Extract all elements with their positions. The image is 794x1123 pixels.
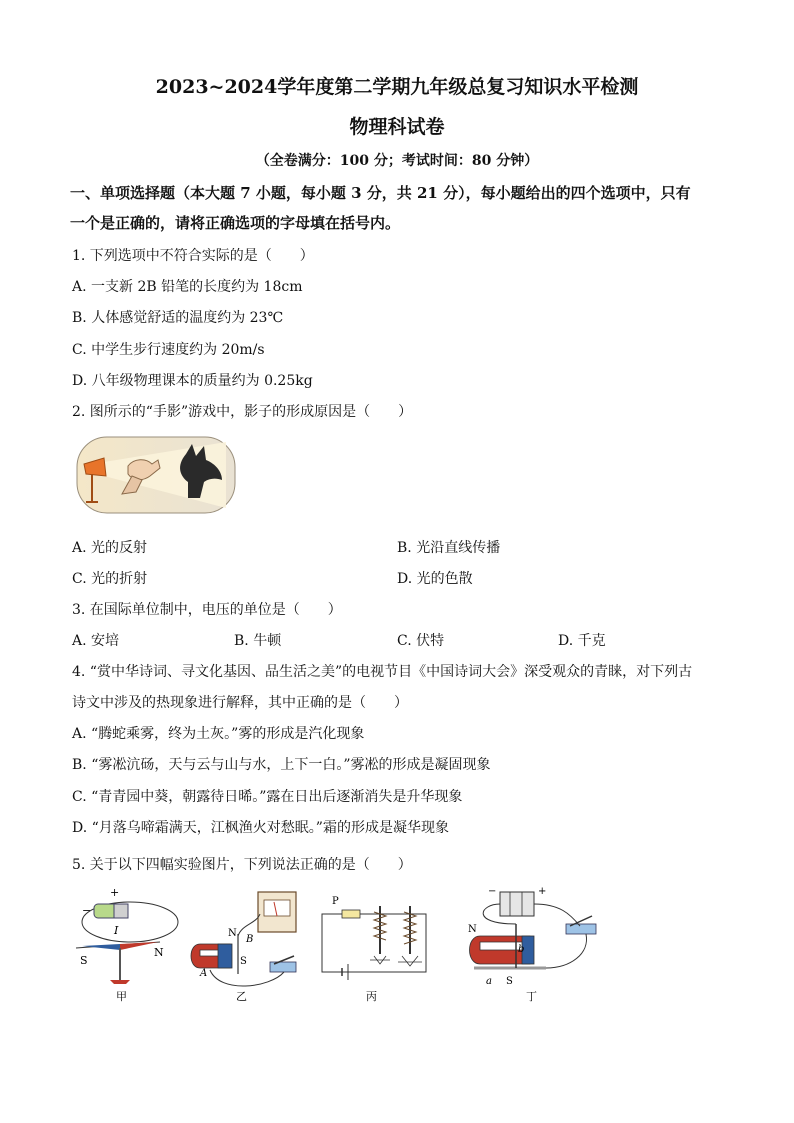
q4-option-a: A. “腾蛇乘雾，终为土灰。”雾的形成是汽化现象 xyxy=(72,726,365,742)
label-current: I xyxy=(114,924,119,937)
question-2-stem: 2. 图所示的“手影”游戏中，影子的形成原因是（ ） xyxy=(72,404,413,420)
q2-option-c: C. 光的折射 xyxy=(72,571,148,587)
figure-label-jia: 甲 xyxy=(116,990,127,1003)
q4-option-c: C. “青青园中葵，朝露待日晞。”露在日出后逐渐消失是升华现象 xyxy=(72,789,463,805)
q3-option-b: B. 牛顿 xyxy=(234,633,282,649)
label-plus-ding: + xyxy=(538,886,547,897)
q4-option-d: D. “月落乌啼霜满天，江枫渔火对愁眠。”霜的形成是凝华现象 xyxy=(72,820,449,836)
question-1-stem: 1. 下列选项中不符合实际的是（ ） xyxy=(72,248,314,264)
q1-option-c: C. 中学生步行速度约为 20m/s xyxy=(72,342,265,358)
label-n-jia: N xyxy=(154,946,164,959)
label-s-yi: S xyxy=(240,956,247,967)
q3-option-c: C. 伏特 xyxy=(397,633,445,649)
label-p-bing: P xyxy=(332,896,339,907)
question-3-stem: 3. 在国际单位制中，电压的单位是（ ） xyxy=(72,602,342,618)
hand-shadow-figure xyxy=(76,436,236,514)
q2-option-d: D. 光的色散 xyxy=(397,571,473,587)
label-n-ding: N xyxy=(468,924,477,935)
question-4-stem: 4. “赏中华诗词、寻文化基因、品生活之美”的电视节目《中国诗词大会》深受观众的青睐，对下列古 xyxy=(72,664,693,680)
section-heading-cont: 一个是正确的，请将正确选项的字母填在括号内。 xyxy=(70,214,401,232)
label-a-ding: a xyxy=(486,976,492,987)
label-plus: + xyxy=(110,886,120,899)
section-heading: 一、单项选择题（本大题 7 小题，每小题 3 分，共 21 分），每小题给出的四个选项中，只有 xyxy=(70,184,691,202)
q3-option-a: A. 安培 xyxy=(72,633,120,649)
label-b-yi: B xyxy=(246,934,254,945)
label-s-jia: S xyxy=(80,954,88,967)
subject-title: 物理科试卷 xyxy=(349,116,445,138)
label-s-ding: S xyxy=(506,976,513,987)
figure-jia xyxy=(76,902,178,984)
figure-bing xyxy=(322,906,426,980)
q1-option-a: A. 一支新 2B 铅笔的长度约为 18cm xyxy=(72,279,303,295)
figure-label-bing: 丙 xyxy=(366,990,377,1003)
label-minus-ding: − xyxy=(488,886,497,897)
figure-label-yi: 乙 xyxy=(236,990,247,1003)
label-n-yi: N xyxy=(228,928,237,939)
exam-info: （全卷满分：100 分；考试时间：80 分钟） xyxy=(255,153,539,169)
experiment-figures xyxy=(70,884,610,1006)
q4-option-b: B. “雾凇沆砀，天与云与山与水，上下一白。”雾凇的形成是凝固现象 xyxy=(72,757,491,773)
q2-option-a: A. 光的反射 xyxy=(72,540,148,556)
figure-ding xyxy=(470,892,597,968)
exam-title: 2023~2024学年度第二学期九年级总复习知识水平检测 xyxy=(155,76,639,98)
label-a-yi: A xyxy=(200,968,208,979)
label-minus: − xyxy=(82,904,92,917)
q3-option-d: D. 千克 xyxy=(558,633,606,649)
q2-option-b: B. 光沿直线传播 xyxy=(397,540,501,556)
question-4-stem-cont: 诗文中涉及的热现象进行解释，其中正确的是（ ） xyxy=(72,695,408,711)
q1-option-d: D. 八年级物理课本的质量约为 0.25kg xyxy=(72,373,313,389)
q1-option-b: B. 人体感觉舒适的温度约为 23℃ xyxy=(72,310,284,326)
question-5-stem: 5. 关于以下四幅实验图片，下列说法正确的是（ ） xyxy=(72,857,412,873)
figure-label-ding: 丁 xyxy=(526,990,537,1003)
label-b-ding: b xyxy=(518,944,525,955)
